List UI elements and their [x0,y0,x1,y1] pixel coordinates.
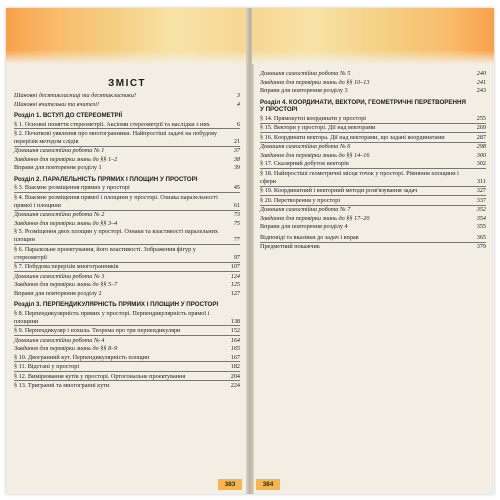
toc-entry-title: § 7. Побудова перерізів многогранників [14,263,119,271]
toc-entry [14,363,240,372]
toc-entry-title: Вправи для повторення розділу 4 [260,223,348,231]
toc-entry-title: Завдання для перевірки знань до §§ 10–13 [260,78,370,86]
toc-entry-page: 3 [236,92,240,99]
toc-entry-title: § 6. Паралельне проектування, його властивості. Зображення фігур у стереометрії [14,245,196,261]
decorative-band [6,8,248,64]
toc-entry-page: 125 [230,281,240,289]
toc-entry [260,134,486,143]
toc-entry-title: Розділ 3. ПЕРПЕНДИКУЛЯРНІСТЬ ПРЯМИХ І ПЛОЩИН У ПРОСТОРІ [14,301,219,309]
toc-entry-page: 124 [230,272,240,280]
toc-entry-page: 311 [476,177,486,185]
toc-entry [14,273,240,281]
toc-entry-page: 379 [476,243,486,251]
toc-entry [14,164,240,172]
toc-entry-page: 39 [233,164,240,172]
toc-list-right [260,70,486,252]
toc-entry [14,327,240,336]
toc-title: ЗМІСТ [108,78,146,89]
toc-entry [14,228,240,245]
toc-entry-page: 302 [476,160,486,168]
toc-entry-title: § 19. Координатний і векторний методи розв'язування задач [260,187,418,195]
toc-entry [14,290,240,298]
toc-entry-page: 61 [233,201,240,209]
toc-entry [14,121,240,130]
toc-entry-page: 138 [230,317,240,325]
toc-entry-title: Предметний покажчик [260,243,320,251]
toc-entry [260,206,486,214]
decorative-band [252,8,494,64]
toc-entry-title: Домашня самостійна робота № 3 [14,272,105,280]
toc-entry-title: Шановні вчительки та вчителі! [14,100,100,108]
toc-entry [14,382,240,390]
toc-entry-page: 287 [476,133,486,141]
toc-entry-title: § 16. Координати вектора. Дії над векторами, що задані координатами [260,133,445,141]
toc-entry [14,354,240,363]
toc-entry-page: 73 [233,211,240,219]
toc-entry-page: 255 [476,114,486,122]
toc-entry [260,243,486,251]
toc-entry-page: 152 [230,327,240,335]
toc-entry [260,124,486,133]
toc-entry-title: § 13. Тригранні та многогранні кути [14,382,110,390]
toc-entry-page: 4 [236,100,240,108]
toc-entry-title: § 2. Початкові уявлення про многогранники. Найпростіші задачі на побудову перерізів методом слідів [14,130,217,145]
toc-entry [14,373,240,382]
toc-entry [14,101,240,109]
toc-entry-page: 354 [476,214,486,222]
toc-entry-title: Завдання для перевірки знань до §§ 14–16 [260,151,370,159]
toc-entry-page: 298 [476,143,486,151]
toc-entry [14,109,240,120]
page-number-left: 383 [218,479,242,490]
toc-entry-page: 37 [233,147,240,155]
toc-entry-title: § 3. Взаємне розміщення прямих у просторі [14,184,130,192]
toc-list-left [14,92,240,391]
toc-entry-title: Розділ 1. ВСТУП ДО СТЕРЕОМЕТРІЇ [14,112,123,119]
toc-entry-title: Завдання для перевірки знань до §§ 5–7 [14,281,118,289]
toc-entry-title: § 1. Основні поняття стереометрії. Аксіоми стереометрії та наслідки з них [14,120,210,128]
toc-entry-title: Розділ 2. ПАРАЛЕЛЬНІСТЬ ПРЯМИХ І ПЛОЩИН У ПРОСТОРІ [14,175,198,183]
toc-entry-page: 241 [476,78,486,86]
toc-entry-title: § 9. Перпендикуляр і похила. Теорема про три перпендикуляри [14,327,181,335]
toc-entry-page: 6 [236,120,240,128]
toc-entry-page: 164 [230,336,240,344]
toc-entry-title: § 8. Перпендикулярність прямих у просторі. Перпендикулярність прямої і площини [14,309,210,325]
toc-entry [14,345,240,353]
toc-entry-title: Домашня самостійна робота № 2 [14,211,105,219]
toc-entry-title: § 11. Відстані у просторі [14,363,80,371]
toc-entry-title: § 5. Розміщення двох площин у просторі. Ознаки та властивості паралельних площин [14,228,219,244]
toc-entry [260,187,486,196]
toc-entry-title: Завдання для перевірки знань до §§ 8–9 [14,345,118,353]
toc-entry-page: 365 [476,233,486,241]
toc-entry-title: Завдання для перевірки знань до §§ 1–2 [14,155,118,163]
toc-entry-page: 327 [476,187,486,195]
toc-entry-title: § 10. Двогранний кут. Перпендикулярність площин [14,353,150,361]
open-book [6,8,494,494]
toc-entry [260,115,486,124]
toc-entry-title: Домашня самостійна робота № 6 [260,143,351,151]
toc-entry [260,223,486,231]
toc-entry-title: § 14. Прямокутні координати у просторі [260,114,367,122]
toc-entry-title: § 17. Скалярний добуток векторів [260,160,349,168]
toc-entry [14,337,240,345]
toc-entry-title: Вправи для повторення розділу 1 [14,164,102,172]
toc-entry-page: 45 [233,184,240,192]
toc-entry-title: Домашня самостійна робота № 7 [260,206,351,214]
left-page [6,8,248,494]
toc-entry-page: 21 [233,137,240,145]
toc-entry-page: 300 [476,151,486,159]
toc-entry [260,170,486,187]
toc-entry-title: Шановні десятикласниці та десятикласники! [14,92,137,99]
toc-entry-title: Вправи для повторення розділу 2 [14,289,102,297]
toc-entry-title: Домашня самостійна робота № 5 [260,70,351,77]
toc-entry [14,211,240,219]
toc-entry-title: § 20. Перетворення у просторі [260,196,341,204]
toc-entry [14,220,240,228]
toc-entry-page: 243 [476,87,486,94]
toc-entry [260,79,486,87]
toc-entry [260,152,486,160]
page-number-right: 384 [256,479,280,490]
toc-entry-title: Домашня самостійна робота № 4 [14,336,105,344]
toc-entry-page: 224 [230,382,240,390]
toc-entry-page: 38 [233,155,240,163]
toc-entry-title: Відповіді та вказівки до задач і вправ [260,233,359,241]
toc-entry-title: § 12. Вимірювання кутів у просторі. Ортогональне проектування [14,372,186,380]
toc-entry-page: 77 [233,236,240,244]
toc-entry [260,160,486,169]
toc-entry [14,92,240,100]
toc-entry [14,263,240,272]
toc-entry [14,281,240,289]
toc-entry-title: Розділ 4. КООРДИНАТИ, ВЕКТОРИ, ГЕОМЕТРИЧНІ ПЕРЕТВОРЕННЯ У ПРОСТОРІ [260,98,466,114]
toc-entry [14,310,240,327]
toc-entry-page: 204 [230,372,240,380]
toc-entry [14,147,240,155]
toc-entry [260,70,486,78]
toc-entry [14,130,240,147]
toc-entry-page: 352 [476,206,486,214]
toc-entry-title: Вправи для повторення розділу 3 [260,87,348,94]
toc-entry [260,215,486,223]
toc-entry-page: 167 [230,353,240,361]
toc-entry-page: 182 [230,363,240,371]
toc-entry-page: 107 [230,263,240,271]
toc-entry-page: 97 [233,253,240,261]
toc-entry [14,184,240,193]
toc-entry-page: 127 [230,289,240,297]
toc-entry [14,246,240,263]
toc-entry [14,298,240,309]
toc-entry [260,232,486,243]
toc-entry [260,197,486,206]
toc-entry-title: § 18. Найпростіші геометричні місця точок у просторі. Рівняння площини і сфери [260,169,459,185]
toc-entry-title: § 4. Взаємне розміщення прямої і площини у просторі. Ознака паралельності прямої і площини [14,193,218,209]
toc-entry [14,173,240,184]
toc-entry-page: 355 [476,223,486,231]
toc-entry-page: 75 [233,219,240,227]
toc-entry-title: Домашня самостійна робота № 1 [14,147,105,155]
toc-entry-page: 240 [476,70,486,77]
toc-entry [14,194,240,211]
toc-entry-page: 269 [476,124,486,132]
toc-entry-title: Завдання для перевірки знань до §§ 3–4 [14,219,118,227]
toc-entry-page: 337 [476,196,486,204]
toc-entry [260,87,486,95]
toc-entry [260,143,486,151]
toc-entry-page: 165 [230,345,240,353]
toc-entry-title: § 15. Вектори у просторі. Дії над векторами [260,124,376,132]
toc-entry [14,156,240,164]
toc-entry [260,96,486,115]
toc-entry-title: Завдання для перевірки знань до §§ 17–20 [260,214,370,222]
right-page [252,8,494,494]
